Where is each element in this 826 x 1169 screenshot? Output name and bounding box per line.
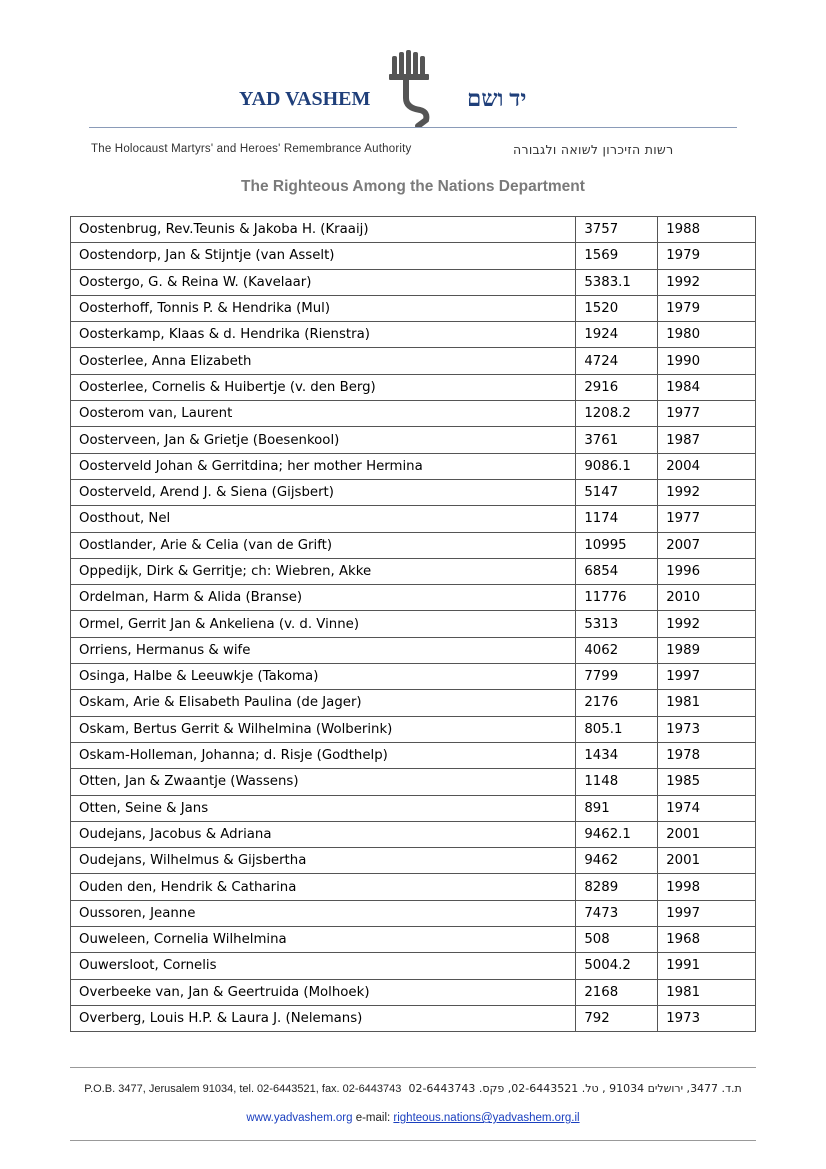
footer-divider-top [70,1067,756,1068]
name-cell: Overberg, Louis H.P. & Laura J. (Nelemans) [71,1005,576,1031]
file-number-cell: 9462 [576,848,658,874]
file-number-cell: 9086.1 [576,453,658,479]
name-cell: Oudejans, Jacobus & Adriana [71,821,576,847]
table-row [71,900,756,926]
file-number-cell: 2916 [576,374,658,400]
table-row [71,927,756,953]
name-cell: Oostenbrug, Rev.Teunis & Jakoba H. (Kraaij) [71,217,576,243]
authority-name-hebrew: רשות הזיכרון לשואה ולגבורה [513,142,674,157]
table-row [71,795,756,821]
file-number-cell: 1924 [576,322,658,348]
year-cell: 1992 [658,479,756,505]
name-cell: Oosterlee, Cornelis & Huibertje (v. den Berg) [71,374,576,400]
file-number-cell: 1174 [576,506,658,532]
year-cell: 1997 [658,900,756,926]
year-cell: 1985 [658,769,756,795]
table-row [71,348,756,374]
file-number-cell: 10995 [576,532,658,558]
year-cell: 1992 [658,269,756,295]
table-row [71,742,756,768]
email-link[interactable]: righteous.nations@yadvashem.org.il [393,1112,580,1124]
file-number-cell: 1520 [576,295,658,321]
table-row [71,532,756,558]
name-cell: Oostergo, G. & Reina W. (Kavelaar) [71,269,576,295]
table-row [71,690,756,716]
name-cell: Oosterom van, Laurent [71,401,576,427]
year-cell: 1980 [658,322,756,348]
table-row [71,479,756,505]
table-row [71,769,756,795]
file-number-cell: 792 [576,1005,658,1031]
name-cell: Ouwersloot, Cornelis [71,953,576,979]
year-cell: 1978 [658,742,756,768]
name-cell: Oosterveen, Jan & Grietje (Boesenkool) [71,427,576,453]
year-cell: 1984 [658,374,756,400]
file-number-cell: 2176 [576,690,658,716]
name-cell: Oskam, Arie & Elisabeth Paulina (de Jager) [71,690,576,716]
file-number-cell: 6854 [576,558,658,584]
table-row [71,217,756,243]
name-cell: Oosterkamp, Klaas & d. Hendrika (Rienstra) [71,322,576,348]
address-english: P.O.B. 3477, Jerusalem 91034, tel. 02-6443521, fax. 02-6443743 [84,1083,402,1095]
website-link[interactable]: www.yadvashem.org [246,1112,353,1124]
org-name-hebrew: יד ושם [467,86,527,111]
authority-name-english: The Holocaust Martyrs' and Heroes' Remembrance Authority [91,143,412,155]
org-name-english: YAD VASHEM [239,88,371,110]
file-number-cell: 4724 [576,348,658,374]
table-row [71,848,756,874]
file-number-cell: 1434 [576,742,658,768]
email-label: e-mail: [355,1112,391,1124]
table-row [71,243,756,269]
name-cell: Oppedijk, Dirk & Gerritje; ch: Wiebren, Akke [71,558,576,584]
table-row [71,716,756,742]
name-cell: Overbeeke van, Jan & Geertruida (Molhoek) [71,979,576,1005]
year-cell: 1974 [658,795,756,821]
table-row [71,1005,756,1031]
name-cell: Oostendorp, Jan & Stijntje (van Asselt) [71,243,576,269]
table-row [71,821,756,847]
file-number-cell: 1569 [576,243,658,269]
file-number-cell: 508 [576,927,658,953]
righteous-table [70,216,756,1032]
year-cell: 1988 [658,217,756,243]
year-cell: 1997 [658,664,756,690]
year-cell: 2007 [658,532,756,558]
name-cell: Oostlander, Arie & Celia (van de Grift) [71,532,576,558]
file-number-cell: 891 [576,795,658,821]
footer-address [0,1082,826,1095]
table-row [71,506,756,532]
file-number-cell: 5383.1 [576,269,658,295]
file-number-cell: 5313 [576,611,658,637]
file-number-cell: 8289 [576,874,658,900]
year-cell: 2010 [658,585,756,611]
name-cell: Oussoren, Jeanne [71,900,576,926]
year-cell: 1981 [658,979,756,1005]
file-number-cell: 11776 [576,585,658,611]
year-cell: 1991 [658,953,756,979]
name-cell: Osinga, Halbe & Leeuwkje (Takoma) [71,664,576,690]
name-cell: Ouden den, Hendrik & Catharina [71,874,576,900]
file-number-cell: 1208.2 [576,401,658,427]
name-cell: Otten, Jan & Zwaantje (Wassens) [71,769,576,795]
file-number-cell: 2168 [576,979,658,1005]
table-row [71,322,756,348]
file-number-cell: 5004.2 [576,953,658,979]
department-title: The Righteous Among the Nations Department [241,178,585,195]
table-row [71,427,756,453]
file-number-cell: 7473 [576,900,658,926]
year-cell: 1979 [658,295,756,321]
page-header [0,0,826,165]
year-cell: 1977 [658,401,756,427]
name-cell: Oskam-Holleman, Johanna; d. Risje (Godthelp) [71,742,576,768]
file-number-cell: 5147 [576,479,658,505]
table-row [71,953,756,979]
table-row [71,453,756,479]
year-cell: 2001 [658,821,756,847]
table-row [71,558,756,584]
year-cell: 1973 [658,716,756,742]
name-cell: Ordelman, Harm & Alida (Branse) [71,585,576,611]
file-number-cell: 1148 [576,769,658,795]
name-cell: Oosthout, Nel [71,506,576,532]
year-cell: 1989 [658,637,756,663]
name-cell: Orriens, Hermanus & wife [71,637,576,663]
table-row [71,611,756,637]
year-cell: 1968 [658,927,756,953]
table-row [71,637,756,663]
name-cell: Otten, Seine & Jans [71,795,576,821]
table-row [71,401,756,427]
file-number-cell: 3761 [576,427,658,453]
table-row [71,585,756,611]
year-cell: 1981 [658,690,756,716]
table-row [71,979,756,1005]
year-cell: 2004 [658,453,756,479]
file-number-cell: 3757 [576,217,658,243]
table-row [71,664,756,690]
year-cell: 1992 [658,611,756,637]
year-cell: 1977 [658,506,756,532]
yad-vashem-logo-icon [386,50,436,128]
table-body [71,217,756,1032]
year-cell: 1990 [658,348,756,374]
file-number-cell: 9462.1 [576,821,658,847]
file-number-cell: 4062 [576,637,658,663]
name-cell: Oskam, Bertus Gerrit & Wilhelmina (Wolberink) [71,716,576,742]
footer-divider-bottom [70,1140,756,1141]
name-cell: Oosterlee, Anna Elizabeth [71,348,576,374]
name-cell: Oosterveld Johan & Gerritdina; her mother Hermina [71,453,576,479]
table-row [71,874,756,900]
table-row [71,269,756,295]
name-cell: Oudejans, Wilhelmus & Gijsbertha [71,848,576,874]
year-cell: 1998 [658,874,756,900]
name-cell: Oosterveld, Arend J. & Siena (Gijsbert) [71,479,576,505]
year-cell: 1987 [658,427,756,453]
name-cell: Ormel, Gerrit Jan & Ankeliena (v. d. Vinne) [71,611,576,637]
header-divider [89,127,737,128]
year-cell: 1996 [658,558,756,584]
address-hebrew: ת.ד. 3477, ירושלים 91034 , טל. 02-6443521, פקס. 02-6443743 [408,1082,742,1095]
year-cell: 1979 [658,243,756,269]
table-row [71,374,756,400]
table-row [71,295,756,321]
file-number-cell: 805.1 [576,716,658,742]
year-cell: 1973 [658,1005,756,1031]
year-cell: 2001 [658,848,756,874]
name-cell: Oosterhoff, Tonnis P. & Hendrika (Mul) [71,295,576,321]
file-number-cell: 7799 [576,664,658,690]
name-cell: Ouweleen, Cornelia Wilhelmina [71,927,576,953]
footer-contact [0,1112,826,1124]
